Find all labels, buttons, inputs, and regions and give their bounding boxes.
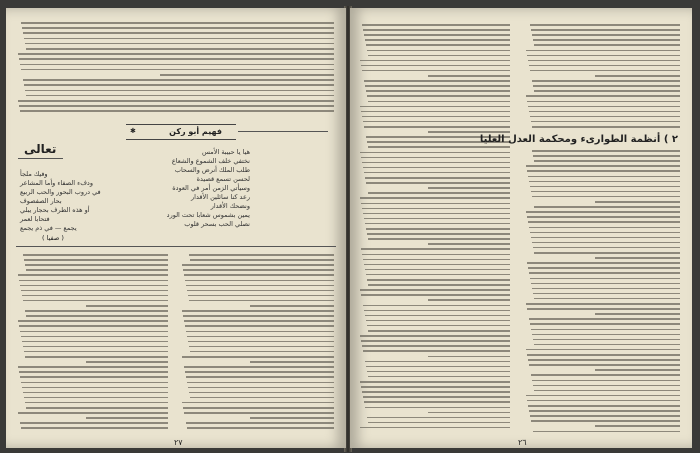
print-line (364, 126, 510, 128)
print-line (360, 152, 510, 154)
print-line (527, 354, 680, 356)
print-line (595, 313, 680, 315)
print-line (529, 111, 680, 113)
print-line (18, 320, 168, 322)
print-line (360, 335, 510, 337)
print-line (533, 339, 680, 341)
print-line (368, 330, 510, 332)
print-line (365, 315, 510, 317)
print-line (24, 351, 168, 353)
print-line (533, 155, 680, 157)
print-line (366, 90, 510, 92)
print-line (18, 412, 168, 414)
print-line (362, 24, 510, 26)
print-line (189, 392, 334, 394)
print-line (86, 305, 169, 307)
print-line (428, 75, 511, 77)
print-line (528, 106, 680, 108)
print-line (20, 110, 334, 112)
print-line (428, 243, 511, 245)
print-line (361, 294, 510, 296)
print-line (361, 65, 510, 67)
print-line (368, 238, 510, 240)
print-line (360, 106, 510, 108)
print-line (364, 172, 510, 174)
print-line (528, 267, 680, 269)
print-line (361, 386, 510, 388)
print-line (182, 310, 334, 312)
author-rule (238, 131, 328, 132)
poem-divider (16, 246, 336, 247)
print-line (368, 101, 510, 103)
print-line (532, 150, 680, 152)
print-line (22, 341, 168, 343)
print-line (366, 320, 510, 322)
print-line (20, 376, 168, 378)
print-line (186, 422, 334, 424)
print-line (360, 427, 510, 429)
print-line (532, 126, 680, 128)
print-line (21, 69, 334, 71)
print-line (21, 22, 334, 24)
print-line (529, 65, 680, 67)
print-line (528, 176, 680, 178)
print-line (531, 29, 680, 31)
print-line (189, 300, 334, 302)
print-line (527, 400, 680, 402)
print-line (189, 346, 334, 348)
print-line (22, 387, 168, 389)
print-line (18, 274, 168, 276)
print-line (25, 356, 168, 358)
print-line (534, 252, 680, 254)
print-line (526, 50, 680, 52)
print-line (367, 233, 510, 235)
print-line (188, 341, 334, 343)
print-line (428, 187, 511, 189)
poem-line: أو هذه الطرف بحجار يبلي (20, 206, 90, 214)
print-line (533, 385, 680, 387)
print-line (25, 264, 168, 266)
poem-line: يجمع — في ذم يجمع (20, 224, 77, 232)
print-line (595, 425, 680, 427)
print-line (531, 420, 680, 422)
print-line (363, 259, 510, 261)
print-line (529, 227, 680, 229)
print-line (23, 346, 168, 348)
poem-title: تعالى (24, 142, 57, 156)
print-line (595, 75, 680, 77)
print-line (529, 272, 680, 274)
print-line (22, 295, 168, 297)
print-line (528, 60, 680, 62)
print-line (184, 274, 334, 276)
poem-line: وسيأتي الزمن أمر في العودة (172, 184, 250, 192)
print-line (190, 259, 334, 261)
print-line (533, 39, 680, 41)
print-line (362, 116, 510, 118)
print-line (365, 269, 510, 271)
print-line (23, 392, 168, 394)
page-number-right: ٢٦ (518, 438, 527, 447)
print-line (26, 315, 168, 317)
print-line (362, 254, 510, 256)
print-line (365, 223, 510, 225)
print-line (366, 182, 510, 184)
print-line (182, 402, 334, 404)
poem-line: طلب الملك أنرض والسحاب (174, 166, 250, 174)
print-line (367, 417, 510, 419)
print-line (363, 396, 510, 398)
print-line (529, 181, 680, 183)
print-line (532, 242, 680, 244)
print-line (428, 412, 511, 414)
print-line (595, 369, 680, 371)
print-line (20, 331, 168, 333)
print-line (19, 280, 168, 282)
poem-line: رعد كنا سائلين الأقدار (191, 193, 250, 201)
print-line (361, 157, 510, 159)
print-line (22, 27, 334, 29)
print-line (532, 380, 680, 382)
print-line (185, 371, 334, 373)
print-line (533, 431, 680, 433)
print-line (21, 427, 168, 429)
print-line (361, 111, 510, 113)
print-line (189, 254, 334, 256)
title-underline (18, 158, 63, 159)
poem-line: نصلي الحب بسحر قلوب (184, 220, 250, 228)
print-line (530, 186, 680, 188)
print-line (26, 95, 334, 97)
print-line (527, 101, 680, 103)
print-line (19, 58, 334, 60)
print-line (595, 201, 680, 203)
print-line (529, 364, 680, 366)
print-line (529, 410, 680, 412)
print-line (526, 303, 680, 305)
poem-line: لحسن تسمع قصيدة (196, 175, 250, 183)
print-line (364, 264, 510, 266)
print-line (534, 44, 680, 46)
print-line (24, 259, 168, 261)
print-line (250, 305, 334, 307)
print-line (367, 50, 510, 52)
print-line (428, 299, 511, 301)
print-line (367, 95, 510, 97)
print-line (188, 295, 334, 297)
print-line (19, 105, 334, 107)
print-line (188, 387, 334, 389)
print-line (531, 191, 680, 193)
print-line (187, 427, 334, 429)
poem-line: بحار الصفصوف (20, 197, 62, 205)
print-line (531, 374, 680, 376)
print-line (21, 290, 168, 292)
print-line (364, 401, 510, 403)
print-line (532, 80, 680, 82)
print-line (530, 116, 680, 118)
print-line (365, 407, 510, 409)
print-line (368, 146, 510, 148)
print-line (86, 417, 169, 419)
print-line (186, 331, 334, 333)
print-line (528, 221, 680, 223)
print-line (363, 350, 510, 352)
print-line (528, 405, 680, 407)
print-line (362, 208, 510, 210)
print-line (526, 395, 680, 397)
print-line (183, 315, 334, 317)
print-line (360, 197, 510, 199)
print-line (362, 70, 510, 72)
print-line (526, 165, 680, 167)
print-line (527, 170, 680, 172)
print-line (367, 279, 510, 281)
author-name: فهيم أبو ركن (169, 127, 222, 136)
print-line (530, 323, 680, 325)
print-line (530, 278, 680, 280)
print-line (363, 167, 510, 169)
print-line (363, 213, 510, 215)
print-line (527, 55, 680, 57)
print-line (368, 284, 510, 286)
print-line (428, 131, 511, 133)
print-line (23, 32, 334, 34)
print-line (531, 121, 680, 123)
print-line (534, 344, 680, 346)
right-page (350, 8, 692, 448)
print-line (527, 308, 680, 310)
print-line (18, 366, 168, 368)
print-line (365, 85, 510, 87)
print-line (25, 43, 334, 45)
print-line (21, 382, 168, 384)
print-line (23, 254, 168, 256)
print-line (186, 285, 334, 287)
print-line (532, 288, 680, 290)
print-line (365, 39, 510, 41)
print-line (190, 351, 334, 353)
print-line (86, 361, 169, 363)
print-line (186, 376, 334, 378)
print-line (533, 85, 680, 87)
poem-signature: ( صفيا ) (42, 234, 64, 242)
print-line (531, 329, 680, 331)
print-line (361, 340, 510, 342)
poem-line: ودفء الصفاء وأما المشاعر (20, 179, 93, 187)
print-line (530, 232, 680, 234)
star-icon: ✱ (130, 127, 136, 135)
print-line (531, 237, 680, 239)
print-line (26, 269, 168, 271)
print-line (185, 325, 334, 327)
print-line (25, 90, 334, 92)
print-line (182, 356, 334, 358)
print-line (368, 376, 510, 378)
print-line (364, 80, 510, 82)
print-line (526, 349, 680, 351)
print-line (361, 203, 510, 205)
print-line (366, 274, 510, 276)
print-line (360, 289, 510, 291)
print-line (364, 218, 510, 220)
poem-line: وفيك ملجأ (20, 170, 48, 178)
print-line (20, 422, 168, 424)
poem-line: يمين بشموس شعابا تحت الورد (166, 211, 250, 219)
print-line (23, 79, 334, 81)
print-line (361, 248, 510, 250)
author-box (126, 124, 236, 140)
print-line (19, 325, 168, 327)
print-line (368, 192, 510, 194)
print-line (160, 74, 334, 76)
print-line (20, 64, 334, 66)
print-line (184, 366, 334, 368)
poem-line: ونضحك الأقدار (210, 202, 250, 210)
print-line (368, 422, 510, 424)
print-line (366, 44, 510, 46)
print-line (25, 310, 168, 312)
print-line (529, 318, 680, 320)
print-line (531, 283, 680, 285)
print-line (595, 257, 680, 259)
left-page (6, 8, 346, 448)
print-line (360, 60, 510, 62)
print-line (534, 160, 680, 162)
print-line (184, 412, 334, 414)
print-line (18, 53, 334, 55)
print-line (20, 285, 168, 287)
print-line (190, 397, 334, 399)
print-line (530, 70, 680, 72)
print-line (362, 162, 510, 164)
print-line (363, 29, 510, 31)
print-line (532, 334, 680, 336)
print-line (530, 24, 680, 26)
print-line (533, 293, 680, 295)
print-line (187, 336, 334, 338)
print-line (187, 290, 334, 292)
print-line (365, 361, 510, 363)
poem-line: في دروب البحور والحب الربيع (20, 188, 101, 196)
print-line (250, 417, 334, 419)
print-line (527, 262, 680, 264)
print-line (534, 90, 680, 92)
print-line (184, 320, 334, 322)
print-line (360, 381, 510, 383)
print-line (528, 359, 680, 361)
print-line (182, 264, 334, 266)
poem-line: فتحابا لعمر (20, 215, 50, 223)
print-line (530, 415, 680, 417)
print-line (368, 55, 510, 57)
print-line (250, 361, 334, 363)
print-line (365, 177, 510, 179)
print-line (187, 382, 334, 384)
print-line (363, 121, 510, 123)
print-line (366, 228, 510, 230)
print-line (532, 34, 680, 36)
print-line (526, 211, 680, 213)
print-line (364, 310, 510, 312)
poem-line: نختفي خلف الشموع والشعاع (171, 157, 250, 165)
print-line (24, 38, 334, 40)
print-line (526, 95, 680, 97)
print-line (527, 216, 680, 218)
print-line (26, 407, 168, 409)
print-line (366, 366, 510, 368)
print-line (18, 100, 334, 102)
print-line (183, 269, 334, 271)
page-number-left: ٢٧ (174, 438, 183, 447)
print-line (19, 371, 168, 373)
print-line (367, 371, 510, 373)
print-line (24, 84, 334, 86)
print-line (362, 345, 510, 347)
print-line (428, 356, 511, 358)
print-line (23, 300, 168, 302)
print-line (534, 206, 680, 208)
print-line (533, 247, 680, 249)
print-line (532, 196, 680, 198)
print-line (21, 336, 168, 338)
print-line (367, 325, 510, 327)
section-heading: ٢ ) أنظمة الطوارىء ومحكمة العدل العليا (479, 134, 678, 145)
print-line (362, 391, 510, 393)
print-line (24, 397, 168, 399)
print-line (25, 402, 168, 404)
poem-line: هيا يا حبيبة الأمس (201, 148, 250, 156)
print-line (363, 305, 510, 307)
print-line (364, 34, 510, 36)
print-line (534, 298, 680, 300)
print-line (26, 48, 334, 50)
print-line (534, 390, 680, 392)
print-line (183, 407, 334, 409)
print-line (185, 280, 334, 282)
